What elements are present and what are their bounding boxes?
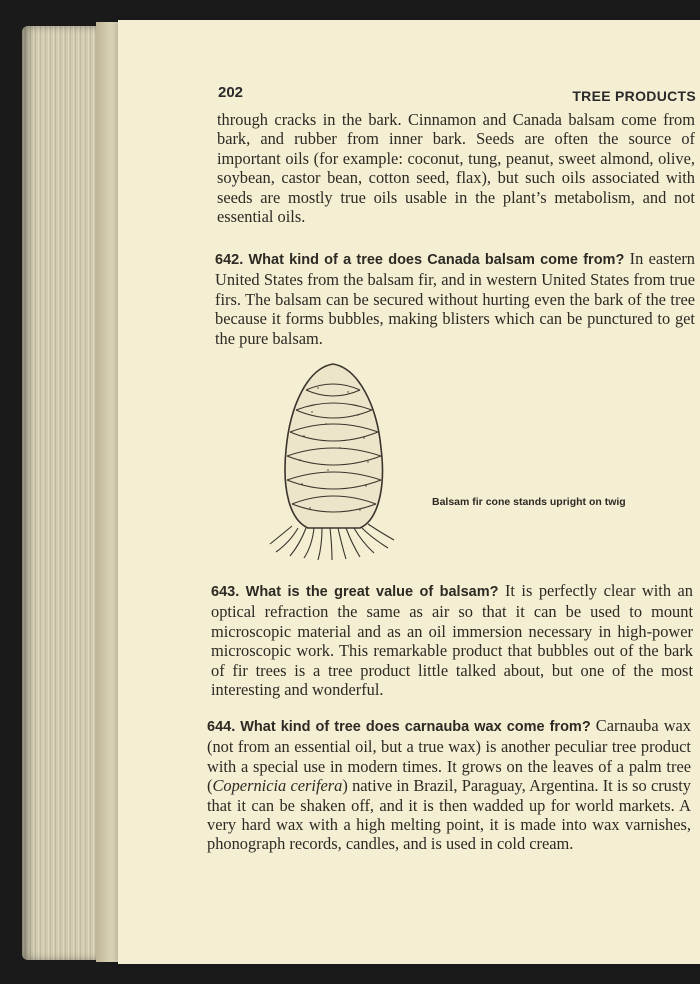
question-643 xyxy=(211,581,693,699)
question-643-answer: It is perfectly clear with an optical refraction the same as air so that it can be used to mount microscopic material and as an oil immersion necessary in high-power microscopic work. This remarkable product that bubbles out of the bark of fir trees is a tree product little talked about, but one of the most interesting and wonderful. xyxy=(211,581,693,700)
question-643-heading: 643. What is the great value of balsam? xyxy=(211,584,499,600)
question-644-answer-part1: Carnauba wax (not from an essential oil, but a true wax) is another peculiar tree product with a special use in modern times. It grows on the leaves of a palm tree ( xyxy=(207,716,692,796)
balsam-fir-cone-illustration xyxy=(268,360,398,565)
question-642-answer: In eastern United States from the balsam fir, and in western United States from true firs. The balsam can be secured without hurting even the bark of the tree because it forms bubbles, making blisters which can be punctured to get the pure balsam. xyxy=(215,249,695,348)
figure-caption: Balsam fir cone stands upright on twig xyxy=(432,496,626,508)
question-642-heading: 642. What kind of a tree does Canada balsam come from? xyxy=(215,252,625,268)
question-644-answer-part2: ) native in Brazil, Paraguay, Argentina. It is so crusty that it can be shaken off, and it is then wadded up for world markets. A very hard wax with a high melting point, it is made into wax varnishes, phonograph records, candles, and is used in cold cream. xyxy=(207,776,692,854)
species-name: Copernicia cerifera xyxy=(212,776,343,796)
question-644-heading: 644. What kind of tree does carnauba wax come from? xyxy=(207,719,591,735)
question-642 xyxy=(215,249,695,348)
intro-paragraph xyxy=(217,110,695,226)
running-head: TREE PRODUCTS xyxy=(572,88,696,104)
intro-text: through cracks in the bark. Cinnamon and Canada balsam come from bark, and rubber from inner bark. Seeds are often the source of important oils (for example: coconut, tung, peanut, sweet almond, olive, soybean, castor bean, cotton seed, flax), but such oils associated with seeds are mostly true oils usable in the plant’s metabolism, and not essential oils. xyxy=(217,110,695,227)
page-number: 202 xyxy=(218,84,244,101)
question-644 xyxy=(207,716,691,854)
